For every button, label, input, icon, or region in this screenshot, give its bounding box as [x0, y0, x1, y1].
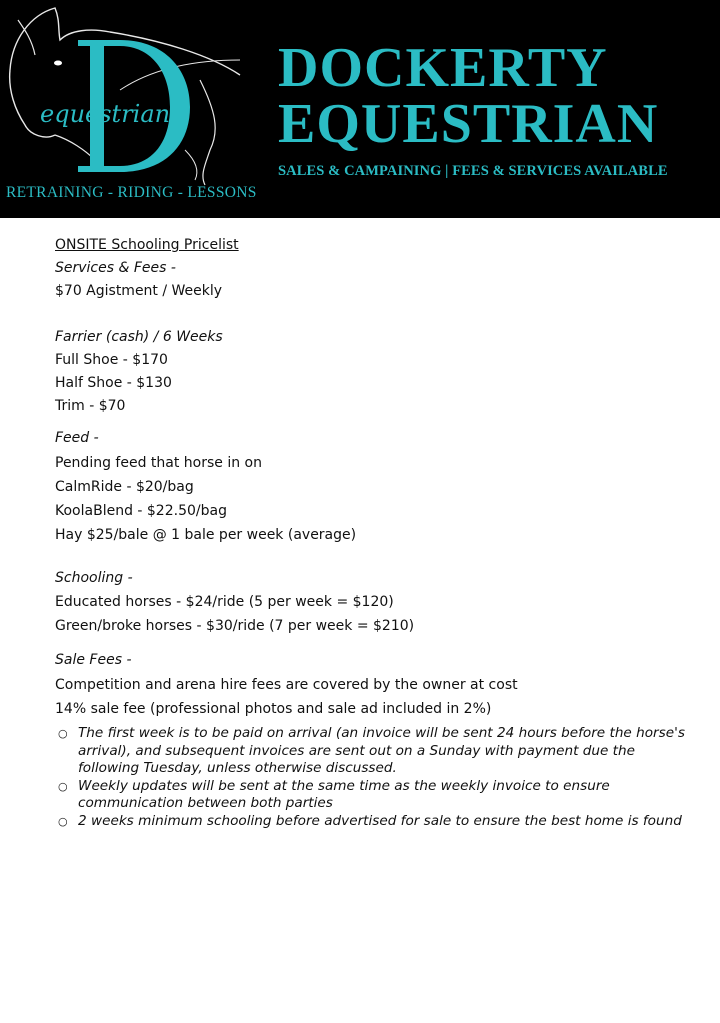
services-heading: Services & Fees -	[55, 260, 176, 276]
feed-heading: Feed -	[55, 430, 99, 446]
agistment-fee: $70 Agistment / Weekly	[55, 283, 223, 299]
note-item: ○ The first week is to be paid on arrival (an invoice will be sent 24 hours before the horse's arrival), and subsequent invoices are sent out on a Sunday with payment due the following Tuesday, unless otherwise discussed.	[58, 725, 685, 776]
logo	[0, 0, 270, 218]
circle-bullet-icon: ○	[58, 727, 68, 740]
sale-item: 14% sale fee (professional photos and sale ad included in 2%)	[55, 701, 492, 717]
circle-bullet-icon: ○	[58, 814, 68, 828]
notes-list	[55, 725, 695, 830]
note-item: ○ Weekly updates will be sent at the same time as the weekly invoice to ensure communication between both parties	[58, 777, 610, 811]
brand-line-2: EQUESTRIAN	[278, 93, 659, 155]
note-item: ○ 2 weeks minimum schooling before advertised for sale to ensure the best home is found	[58, 812, 682, 829]
farrier-heading: Farrier (cash) / 6 Weeks	[55, 329, 223, 345]
farrier-item: Full Shoe - $170	[55, 352, 168, 368]
sale-fees-heading: Sale Fees -	[55, 652, 132, 668]
brand-line-1: DOCKERTY	[278, 37, 608, 99]
logo-tagline: RETRAINING - RIDING - LESSONS	[6, 184, 257, 201]
schooling-item: Green/broke horses - $30/ride (7 per week = $210)	[55, 618, 415, 634]
pricelist-body	[55, 234, 695, 830]
sale-item: Competition and arena hire fees are covered by the owner at cost	[55, 677, 518, 693]
header-banner	[0, 0, 720, 218]
brand-subtitle: SALES & CAMPAINING | FEES & SERVICES AVAILABLE	[278, 163, 668, 179]
page-title: ONSITE Schooling Pricelist	[55, 237, 239, 253]
svg-text:equestrian: equestrian	[40, 100, 171, 128]
brand-name	[278, 37, 659, 155]
farrier-item: Half Shoe - $130	[55, 375, 172, 391]
feed-item: Hay $25/bale @ 1 bale per week (average)	[55, 527, 357, 543]
feed-item: Pending feed that horse in on	[55, 455, 262, 471]
circle-bullet-icon: ○	[58, 779, 68, 793]
schooling-item: Educated horses - $24/ride (5 per week = $120)	[55, 594, 394, 610]
feed-item: CalmRide - $20/bag	[55, 479, 194, 495]
farrier-item: Trim - $70	[55, 398, 126, 414]
schooling-heading: Schooling -	[55, 570, 133, 586]
feed-item: KoolaBlend - $22.50/bag	[55, 503, 227, 519]
